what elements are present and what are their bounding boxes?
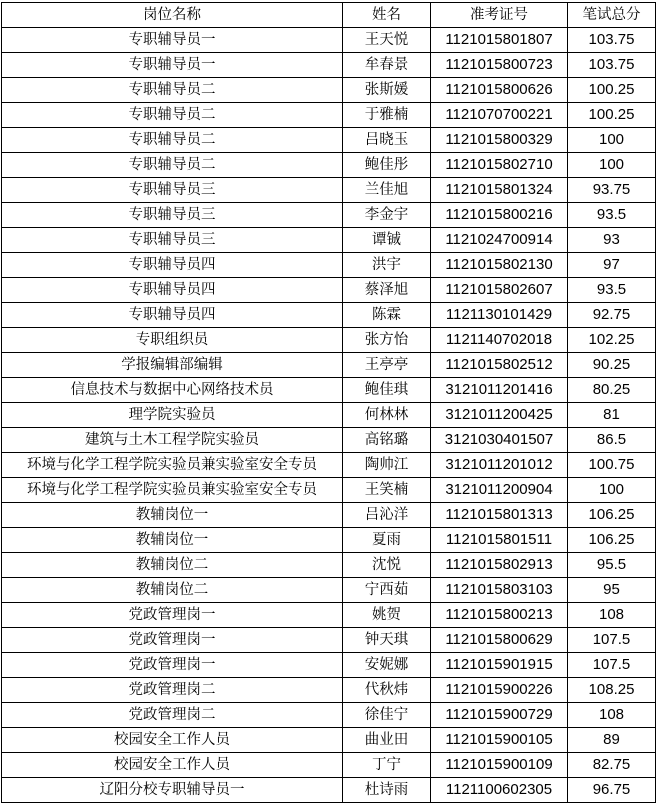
cell-score: 92.75	[568, 303, 656, 328]
cell-name: 杜诗雨	[343, 778, 431, 803]
table-row	[2, 28, 656, 53]
cell-name: 曲业田	[343, 728, 431, 753]
table-row	[2, 303, 656, 328]
cell-name: 徐佳宁	[343, 703, 431, 728]
cell-score: 93.5	[568, 203, 656, 228]
cell-score: 100	[568, 478, 656, 503]
cell-score: 106.25	[568, 503, 656, 528]
cell-score: 82.75	[568, 753, 656, 778]
cell-name: 沈悦	[343, 553, 431, 578]
cell-name: 张斯媛	[343, 78, 431, 103]
cell-score: 103.75	[568, 28, 656, 53]
table-row	[2, 278, 656, 303]
cell-position: 环境与化学工程学院实验员兼实验室安全专员	[2, 478, 343, 503]
cell-name: 安妮娜	[343, 653, 431, 678]
cell-exam-id: 1121015901915	[431, 653, 568, 678]
cell-score: 93.75	[568, 178, 656, 203]
header-name: 姓名	[343, 3, 431, 28]
table-row	[2, 128, 656, 153]
cell-name: 洪宇	[343, 253, 431, 278]
cell-exam-id: 1121015802130	[431, 253, 568, 278]
cell-name: 牟春景	[343, 53, 431, 78]
cell-exam-id: 1121015802913	[431, 553, 568, 578]
cell-position: 校园安全工作人员	[2, 728, 343, 753]
cell-exam-id: 1121015900105	[431, 728, 568, 753]
cell-score: 107.5	[568, 628, 656, 653]
cell-exam-id: 1121015800629	[431, 628, 568, 653]
cell-exam-id: 1121130101429	[431, 303, 568, 328]
table-row	[2, 228, 656, 253]
table-row	[2, 353, 656, 378]
cell-score: 100.25	[568, 103, 656, 128]
cell-exam-id: 1121015801511	[431, 528, 568, 553]
cell-position: 学报编辑部编辑	[2, 353, 343, 378]
header-score: 笔试总分	[568, 3, 656, 28]
table-row	[2, 653, 656, 678]
cell-name: 王亭亭	[343, 353, 431, 378]
cell-exam-id: 3121030401507	[431, 428, 568, 453]
table-row	[2, 628, 656, 653]
cell-name: 代秋炜	[343, 678, 431, 703]
cell-name: 吕晓玉	[343, 128, 431, 153]
table-header	[2, 3, 656, 28]
cell-name: 夏雨	[343, 528, 431, 553]
cell-position: 专职辅导员一	[2, 28, 343, 53]
cell-position: 教辅岗位一	[2, 503, 343, 528]
table-row	[2, 778, 656, 803]
cell-score: 95.5	[568, 553, 656, 578]
cell-exam-id: 1121015800216	[431, 203, 568, 228]
cell-position: 专职辅导员四	[2, 253, 343, 278]
cell-score: 100	[568, 153, 656, 178]
cell-score: 108	[568, 603, 656, 628]
cell-position: 专职辅导员三	[2, 228, 343, 253]
cell-score: 102.25	[568, 328, 656, 353]
cell-exam-id: 1121015800329	[431, 128, 568, 153]
cell-score: 103.75	[568, 53, 656, 78]
cell-name: 王笑楠	[343, 478, 431, 503]
cell-score: 89	[568, 728, 656, 753]
table-row	[2, 403, 656, 428]
cell-position: 教辅岗位二	[2, 578, 343, 603]
table-row	[2, 153, 656, 178]
header-row	[2, 3, 656, 28]
cell-position: 党政管理岗一	[2, 628, 343, 653]
cell-exam-id: 1121140702018	[431, 328, 568, 353]
table-row	[2, 728, 656, 753]
cell-score: 93	[568, 228, 656, 253]
cell-name: 张方怡	[343, 328, 431, 353]
table-row	[2, 503, 656, 528]
cell-exam-id: 3121011200904	[431, 478, 568, 503]
cell-exam-id: 1121015802512	[431, 353, 568, 378]
cell-position: 专职组织员	[2, 328, 343, 353]
table-row	[2, 103, 656, 128]
cell-position: 专职辅导员二	[2, 128, 343, 153]
cell-position: 专职辅导员二	[2, 153, 343, 178]
table-row	[2, 378, 656, 403]
table-row	[2, 453, 656, 478]
cell-score: 108.25	[568, 678, 656, 703]
cell-exam-id: 1121100602305	[431, 778, 568, 803]
cell-name: 兰佳旭	[343, 178, 431, 203]
table-row	[2, 578, 656, 603]
cell-name: 高铭璐	[343, 428, 431, 453]
cell-position: 专职辅导员一	[2, 53, 343, 78]
cell-position: 党政管理岗二	[2, 703, 343, 728]
table-row	[2, 78, 656, 103]
cell-name: 姚贺	[343, 603, 431, 628]
cell-score: 106.25	[568, 528, 656, 553]
cell-exam-id: 3121011201416	[431, 378, 568, 403]
cell-score: 100.25	[568, 78, 656, 103]
cell-name: 鲍佳彤	[343, 153, 431, 178]
cell-name: 谭铖	[343, 228, 431, 253]
cell-score: 107.5	[568, 653, 656, 678]
cell-position: 建筑与土木工程学院实验员	[2, 428, 343, 453]
table-row	[2, 528, 656, 553]
cell-score: 108	[568, 703, 656, 728]
cell-exam-id: 1121015900226	[431, 678, 568, 703]
cell-score: 93.5	[568, 278, 656, 303]
cell-score: 81	[568, 403, 656, 428]
cell-name: 鲍佳琪	[343, 378, 431, 403]
cell-name: 吕沁洋	[343, 503, 431, 528]
cell-score: 100.75	[568, 453, 656, 478]
table-row	[2, 478, 656, 503]
cell-name: 王天悦	[343, 28, 431, 53]
cell-score: 100	[568, 128, 656, 153]
cell-name: 何林林	[343, 403, 431, 428]
cell-position: 专职辅导员四	[2, 303, 343, 328]
table-row	[2, 203, 656, 228]
cell-score: 96.75	[568, 778, 656, 803]
cell-position: 党政管理岗二	[2, 678, 343, 703]
cell-position: 党政管理岗一	[2, 603, 343, 628]
cell-exam-id: 1121015800626	[431, 78, 568, 103]
cell-position: 专职辅导员三	[2, 203, 343, 228]
cell-exam-id: 1121015802607	[431, 278, 568, 303]
cell-name: 于雅楠	[343, 103, 431, 128]
cell-position: 党政管理岗一	[2, 653, 343, 678]
header-position: 岗位名称	[2, 3, 343, 28]
cell-exam-id: 1121024700914	[431, 228, 568, 253]
cell-exam-id: 1121015802710	[431, 153, 568, 178]
cell-position: 理学院实验员	[2, 403, 343, 428]
cell-name: 李金宇	[343, 203, 431, 228]
cell-exam-id: 3121011200425	[431, 403, 568, 428]
table-row	[2, 678, 656, 703]
cell-name: 钟天琪	[343, 628, 431, 653]
table-row	[2, 253, 656, 278]
cell-position: 环境与化学工程学院实验员兼实验室安全专员	[2, 453, 343, 478]
table-row	[2, 603, 656, 628]
cell-position: 专职辅导员四	[2, 278, 343, 303]
cell-position: 教辅岗位二	[2, 553, 343, 578]
header-exam-id: 准考证号	[431, 3, 568, 28]
cell-position: 专职辅导员二	[2, 103, 343, 128]
cell-name: 陶帅江	[343, 453, 431, 478]
cell-exam-id: 1121015900729	[431, 703, 568, 728]
cell-position: 专职辅导员三	[2, 178, 343, 203]
table-body	[2, 28, 656, 803]
cell-score: 80.25	[568, 378, 656, 403]
cell-position: 校园安全工作人员	[2, 753, 343, 778]
cell-score: 97	[568, 253, 656, 278]
table-row	[2, 703, 656, 728]
cell-exam-id: 1121070700221	[431, 103, 568, 128]
cell-name: 蔡泽旭	[343, 278, 431, 303]
cell-position: 专职辅导员二	[2, 78, 343, 103]
cell-position: 辽阳分校专职辅导员一	[2, 778, 343, 803]
results-table	[1, 2, 656, 803]
cell-name: 陈霖	[343, 303, 431, 328]
cell-name: 宁西茹	[343, 578, 431, 603]
cell-score: 95	[568, 578, 656, 603]
cell-score: 90.25	[568, 353, 656, 378]
table-row	[2, 53, 656, 78]
cell-exam-id: 1121015803103	[431, 578, 568, 603]
table-row	[2, 753, 656, 778]
cell-exam-id: 1121015801324	[431, 178, 568, 203]
cell-exam-id: 1121015801313	[431, 503, 568, 528]
cell-exam-id: 1121015800213	[431, 603, 568, 628]
cell-exam-id: 1121015801807	[431, 28, 568, 53]
cell-position: 教辅岗位一	[2, 528, 343, 553]
table-row	[2, 178, 656, 203]
table-row	[2, 428, 656, 453]
cell-score: 86.5	[568, 428, 656, 453]
cell-name: 丁宁	[343, 753, 431, 778]
cell-exam-id: 1121015800723	[431, 53, 568, 78]
cell-position: 信息技术与数据中心网络技术员	[2, 378, 343, 403]
table-row	[2, 553, 656, 578]
table-row	[2, 328, 656, 353]
cell-exam-id: 1121015900109	[431, 753, 568, 778]
cell-exam-id: 3121011201012	[431, 453, 568, 478]
